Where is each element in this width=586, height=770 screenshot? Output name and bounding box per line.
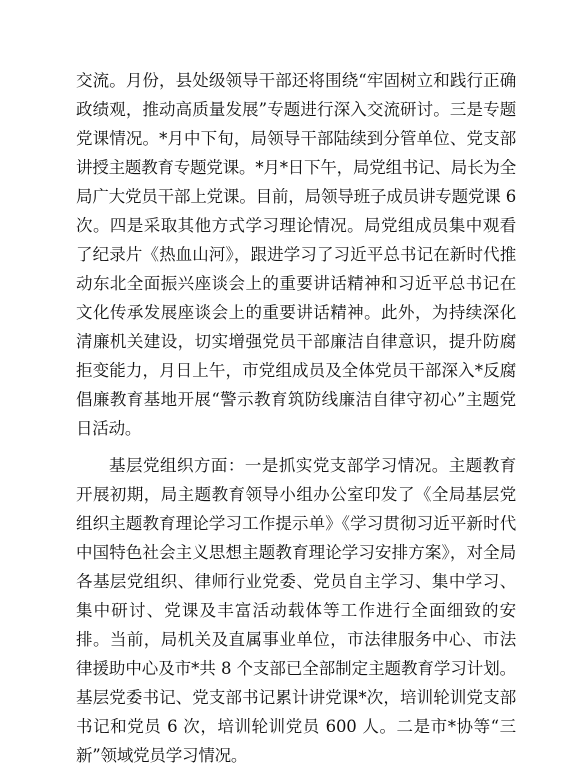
body-text bbox=[76, 66, 516, 770]
paragraph-study-progress: 交流。月份，县处级领导干部还将围绕“牢固树立和践行正确政绩观，推动高质量发展”专题进行深入交流研讨。三是专题党课情况。*月中下旬，局领导干部陆续到分管单位、党支部讲授主题教育专题党课。*月*日下午，局党组书记、局长为全局广大党员干部上党课。目前，局领导班子成员讲专题党课 6 次。四是采取其他方式学习理论情况。局党组成员集中观看了纪录片《热血山河》，跟进学习了习近平总书记在新时代推动东北全面振兴座谈会上的重要讲话精神和习近平总书记在文化传承发展座谈会上的重要讲话精神。此外，为持续深化清廉机关建设，切实增强党员干部廉洁自律意识，提升防腐拒变能力，月日上午，市党组成员及全体党员干部深入*反腐倡廉教育基地开展“警示教育筑防线廉洁自律守初心”主题党日活动。 bbox=[76, 71, 516, 438]
paragraph-grassroots-party-organizations: 基层党组织方面：一是抓实党支部学习情况。主题教育开展初期，局主题教育领导小组办公室印发了《全局基层党组织主题教育理论学习工作提示单》《学习贯彻习近平新时代中国特色社会主义思想主题教育理论学习安排方案》，对全局各基层党组织、律师行业党委、党员自主学习、集中学习、集中研讨、党课及丰富活动载体等工作进行全面细致的安排。当前，局机关及直属事业单位，市法律服务中心、市法律援助中心及市*共 8 个支部已全部制定主题教育学习计划。基层党委书记、党支部书记累计讲党课*次，培训轮训党支部书记和党员 6 次，培训轮训党员 600 人。二是市*协等“三新”领域党员学习情况。 bbox=[76, 456, 516, 765]
